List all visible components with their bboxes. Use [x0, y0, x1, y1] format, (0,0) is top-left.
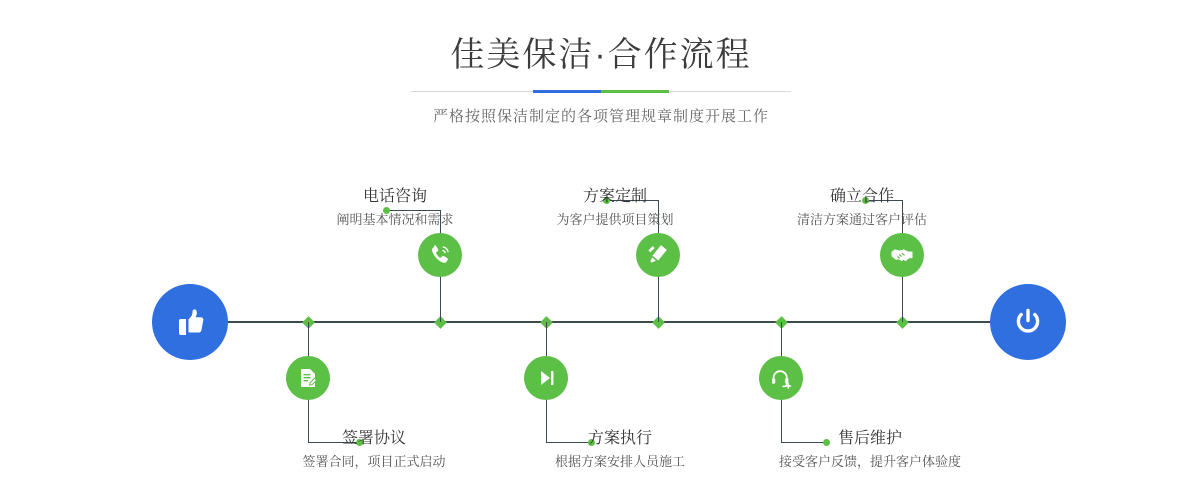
step-3-title: 方案定制 — [582, 188, 647, 205]
play-next-icon — [534, 366, 558, 390]
document-edit-icon — [296, 366, 320, 390]
step-4-desc: 根据方案安排人员施工 — [554, 454, 685, 469]
step-3-desc: 为客户提供项目策划 — [556, 212, 674, 227]
header — [0, 32, 1202, 126]
step-6-title: 售后维护 — [837, 430, 902, 447]
step-5-label — [712, 186, 1012, 230]
step-6-desc: 接受客户反馈，提升客户体验度 — [778, 454, 961, 469]
power-icon — [1008, 302, 1048, 342]
timeline-end-badge — [990, 284, 1066, 360]
divider-accent-blue — [533, 90, 601, 93]
step-2-icon-badge — [286, 356, 330, 400]
page-title: 佳美保洁·合作流程 — [450, 36, 752, 74]
divider-accent-green — [601, 90, 669, 93]
step-5-title: 确立合作 — [829, 188, 894, 205]
step-1-title: 电话咨询 — [362, 188, 427, 205]
step-6-icon-badge — [759, 356, 803, 400]
title-divider — [411, 90, 791, 93]
step-4-title: 方案执行 — [587, 430, 652, 447]
step-6-label — [700, 428, 1040, 472]
phone-call-icon — [427, 242, 453, 268]
step-2-title: 签署协议 — [341, 430, 406, 447]
step-3-icon-badge — [636, 233, 680, 277]
step-1-icon-badge — [418, 233, 462, 277]
page-subtitle: 严格按照保洁制定的各项管理规章制度开展工作 — [432, 108, 769, 125]
step-5-desc: 清洁方案通过客户评估 — [796, 212, 927, 227]
step-2-desc: 签署合同，项目正式启动 — [302, 454, 446, 469]
headset-support-icon — [769, 366, 793, 390]
step-5-icon-badge — [880, 233, 924, 277]
timeline-start-badge — [152, 284, 228, 360]
thumbs-up-icon — [171, 303, 209, 341]
step-1-desc: 阐明基本情况和需求 — [336, 212, 454, 227]
handshake-icon — [889, 242, 915, 268]
timeline-axis — [152, 321, 1050, 323]
step-4-icon-badge — [524, 356, 568, 400]
pencil-ruler-icon — [645, 242, 671, 268]
